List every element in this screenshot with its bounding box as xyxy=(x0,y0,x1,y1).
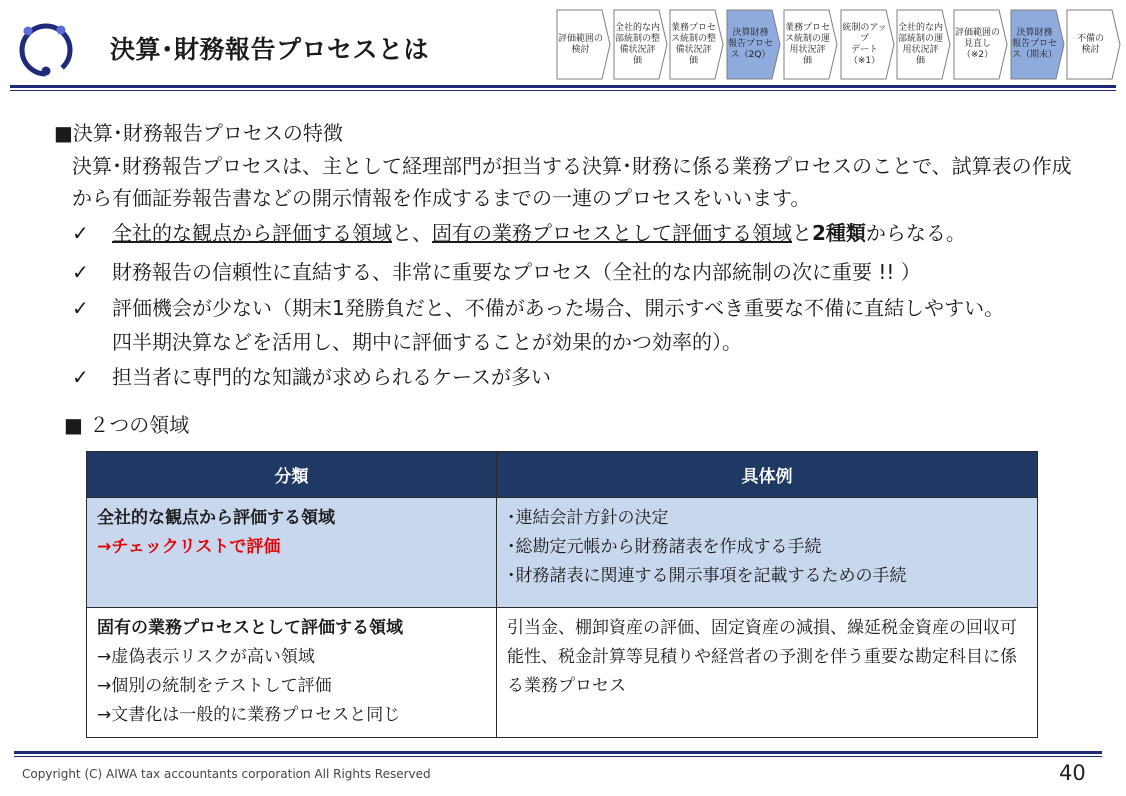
category-note: →文書化は一般的に業務プロセスと同じ xyxy=(97,705,401,725)
process-step xyxy=(726,9,781,80)
process-step-label: 不備の 検討 xyxy=(1076,33,1104,55)
bullet-text-fragment: と、 xyxy=(392,221,432,245)
process-step xyxy=(1066,9,1121,80)
check-icon: ✓ xyxy=(72,365,89,389)
check-icon: ✓ xyxy=(72,221,89,245)
category-note-red: →チェックリストで評価 xyxy=(97,537,281,557)
process-step-label: 評価範囲の 見直し （※2） xyxy=(955,28,1001,60)
process-step-label: 全社的な内 部統制の運 用状況評 価 xyxy=(898,22,944,66)
category-title: 全社的な観点から評価する領域 xyxy=(97,508,335,528)
process-step xyxy=(1010,9,1065,80)
process-step xyxy=(556,9,611,80)
table-cell-category xyxy=(87,498,497,608)
process-step-label: 決算財務 報告プロセ ス（2Q） xyxy=(728,28,774,60)
process-step-label: 業務プロセ ス統制の運 用状況評 価 xyxy=(785,22,831,66)
copyright-text: Copyright (C) AIWA tax accountants corporation All Rights Reserved xyxy=(22,767,431,781)
header-divider xyxy=(10,85,1116,88)
areas-table xyxy=(86,451,1038,738)
process-step xyxy=(669,9,724,80)
process-step-label: 全社的な内 部統制の整 備状況評 価 xyxy=(615,22,661,66)
process-step-label: 決算財務 報告プロセ ス（期末） xyxy=(1012,28,1058,60)
table-row xyxy=(87,608,1038,738)
bullet-few-opportunities xyxy=(112,291,1072,359)
check-icon: ✓ xyxy=(72,296,89,320)
column-header-examples: 具体例 xyxy=(497,452,1038,498)
process-step-label: 評価範囲の 検討 xyxy=(558,33,604,55)
process-step xyxy=(953,9,1008,80)
table-header-row xyxy=(87,452,1038,498)
table-cell-category xyxy=(87,608,497,738)
category-title: 固有の業務プロセスとして評価する領域 xyxy=(97,618,403,638)
example-text: 引当金、棚卸資産の評価、固定資産の減損、繰延税金資産の回収可能性、税金計算等見積りや経営者の予測を伴う重要な勘定科目に係る業務プロセス xyxy=(507,618,1017,696)
footer-divider-thin xyxy=(14,756,1102,757)
process-step xyxy=(783,9,838,80)
process-step xyxy=(840,9,895,80)
category-note: →個別の統制をテストして評価 xyxy=(97,676,332,696)
check-icon: ✓ xyxy=(72,260,89,284)
underlined-term-process: 固有の業務プロセスとして評価する領域 xyxy=(432,221,792,245)
table-cell-examples xyxy=(497,608,1038,738)
process-step-label: 統制のアップ デート （※1） xyxy=(842,22,887,66)
company-logo xyxy=(14,16,78,80)
column-header-category: 分類 xyxy=(87,452,497,498)
bullet-text-fragment: と xyxy=(792,221,812,245)
process-step xyxy=(613,9,668,80)
process-step-label: 業務プロセ ス統制の整 備状況評 価 xyxy=(671,22,717,66)
bullet-text-fragment: からなる。 xyxy=(865,221,966,245)
bullet-expertise: 担当者に専門的な知識が求められるケースが多い xyxy=(112,365,551,389)
bold-term-two-types: 2種類 xyxy=(812,221,866,245)
intro-paragraph: 決算･財務報告プロセスは、主として経理部門が担当する決算･財務に係る業務プロセスのことで、試算表の作成から有価証券報告書などの開示情報を作成するまでの一連のプロセスをいいます。 xyxy=(72,154,1072,210)
underlined-term-companywide: 全社的な観点から評価する領域 xyxy=(112,221,392,245)
bullet-line: 評価機会が少ない（期末1発勝負だと、不備があった場合、開示すべき重要な不備に直結しやすい。 xyxy=(112,296,1005,320)
bullet-two-areas xyxy=(112,216,1072,250)
header-divider-thin xyxy=(10,90,1116,91)
page-number: 40 xyxy=(1059,761,1086,785)
section-heading-two-areas: ■ ２つの領域 xyxy=(64,413,190,437)
section-heading-features: ■決算･財務報告プロセスの特徴 xyxy=(54,121,343,145)
bullet-reliability: 財務報告の信頼性に直結する、非常に重要なプロセス（全社的な内部統制の次に重要 !! ） xyxy=(112,260,921,284)
process-step xyxy=(896,9,951,80)
bullet-line: 四半期決算などを活用し、期中に評価することが効果的かつ効率的）。 xyxy=(112,330,742,354)
table-row xyxy=(87,498,1038,608)
example-item: ･総勘定元帳から財務諸表を作成する手続 xyxy=(507,537,822,557)
footer-divider xyxy=(14,751,1102,754)
process-step-flow xyxy=(556,9,1118,80)
example-item: ･財務諸表に関連する開示事項を記載するための手続 xyxy=(507,566,907,586)
table-cell-examples xyxy=(497,498,1038,608)
page-title: 決算･財務報告プロセスとは xyxy=(110,35,430,64)
category-note: →虚偽表示リスクが高い領域 xyxy=(97,647,315,667)
example-item: ･連結会計方針の決定 xyxy=(507,508,669,528)
